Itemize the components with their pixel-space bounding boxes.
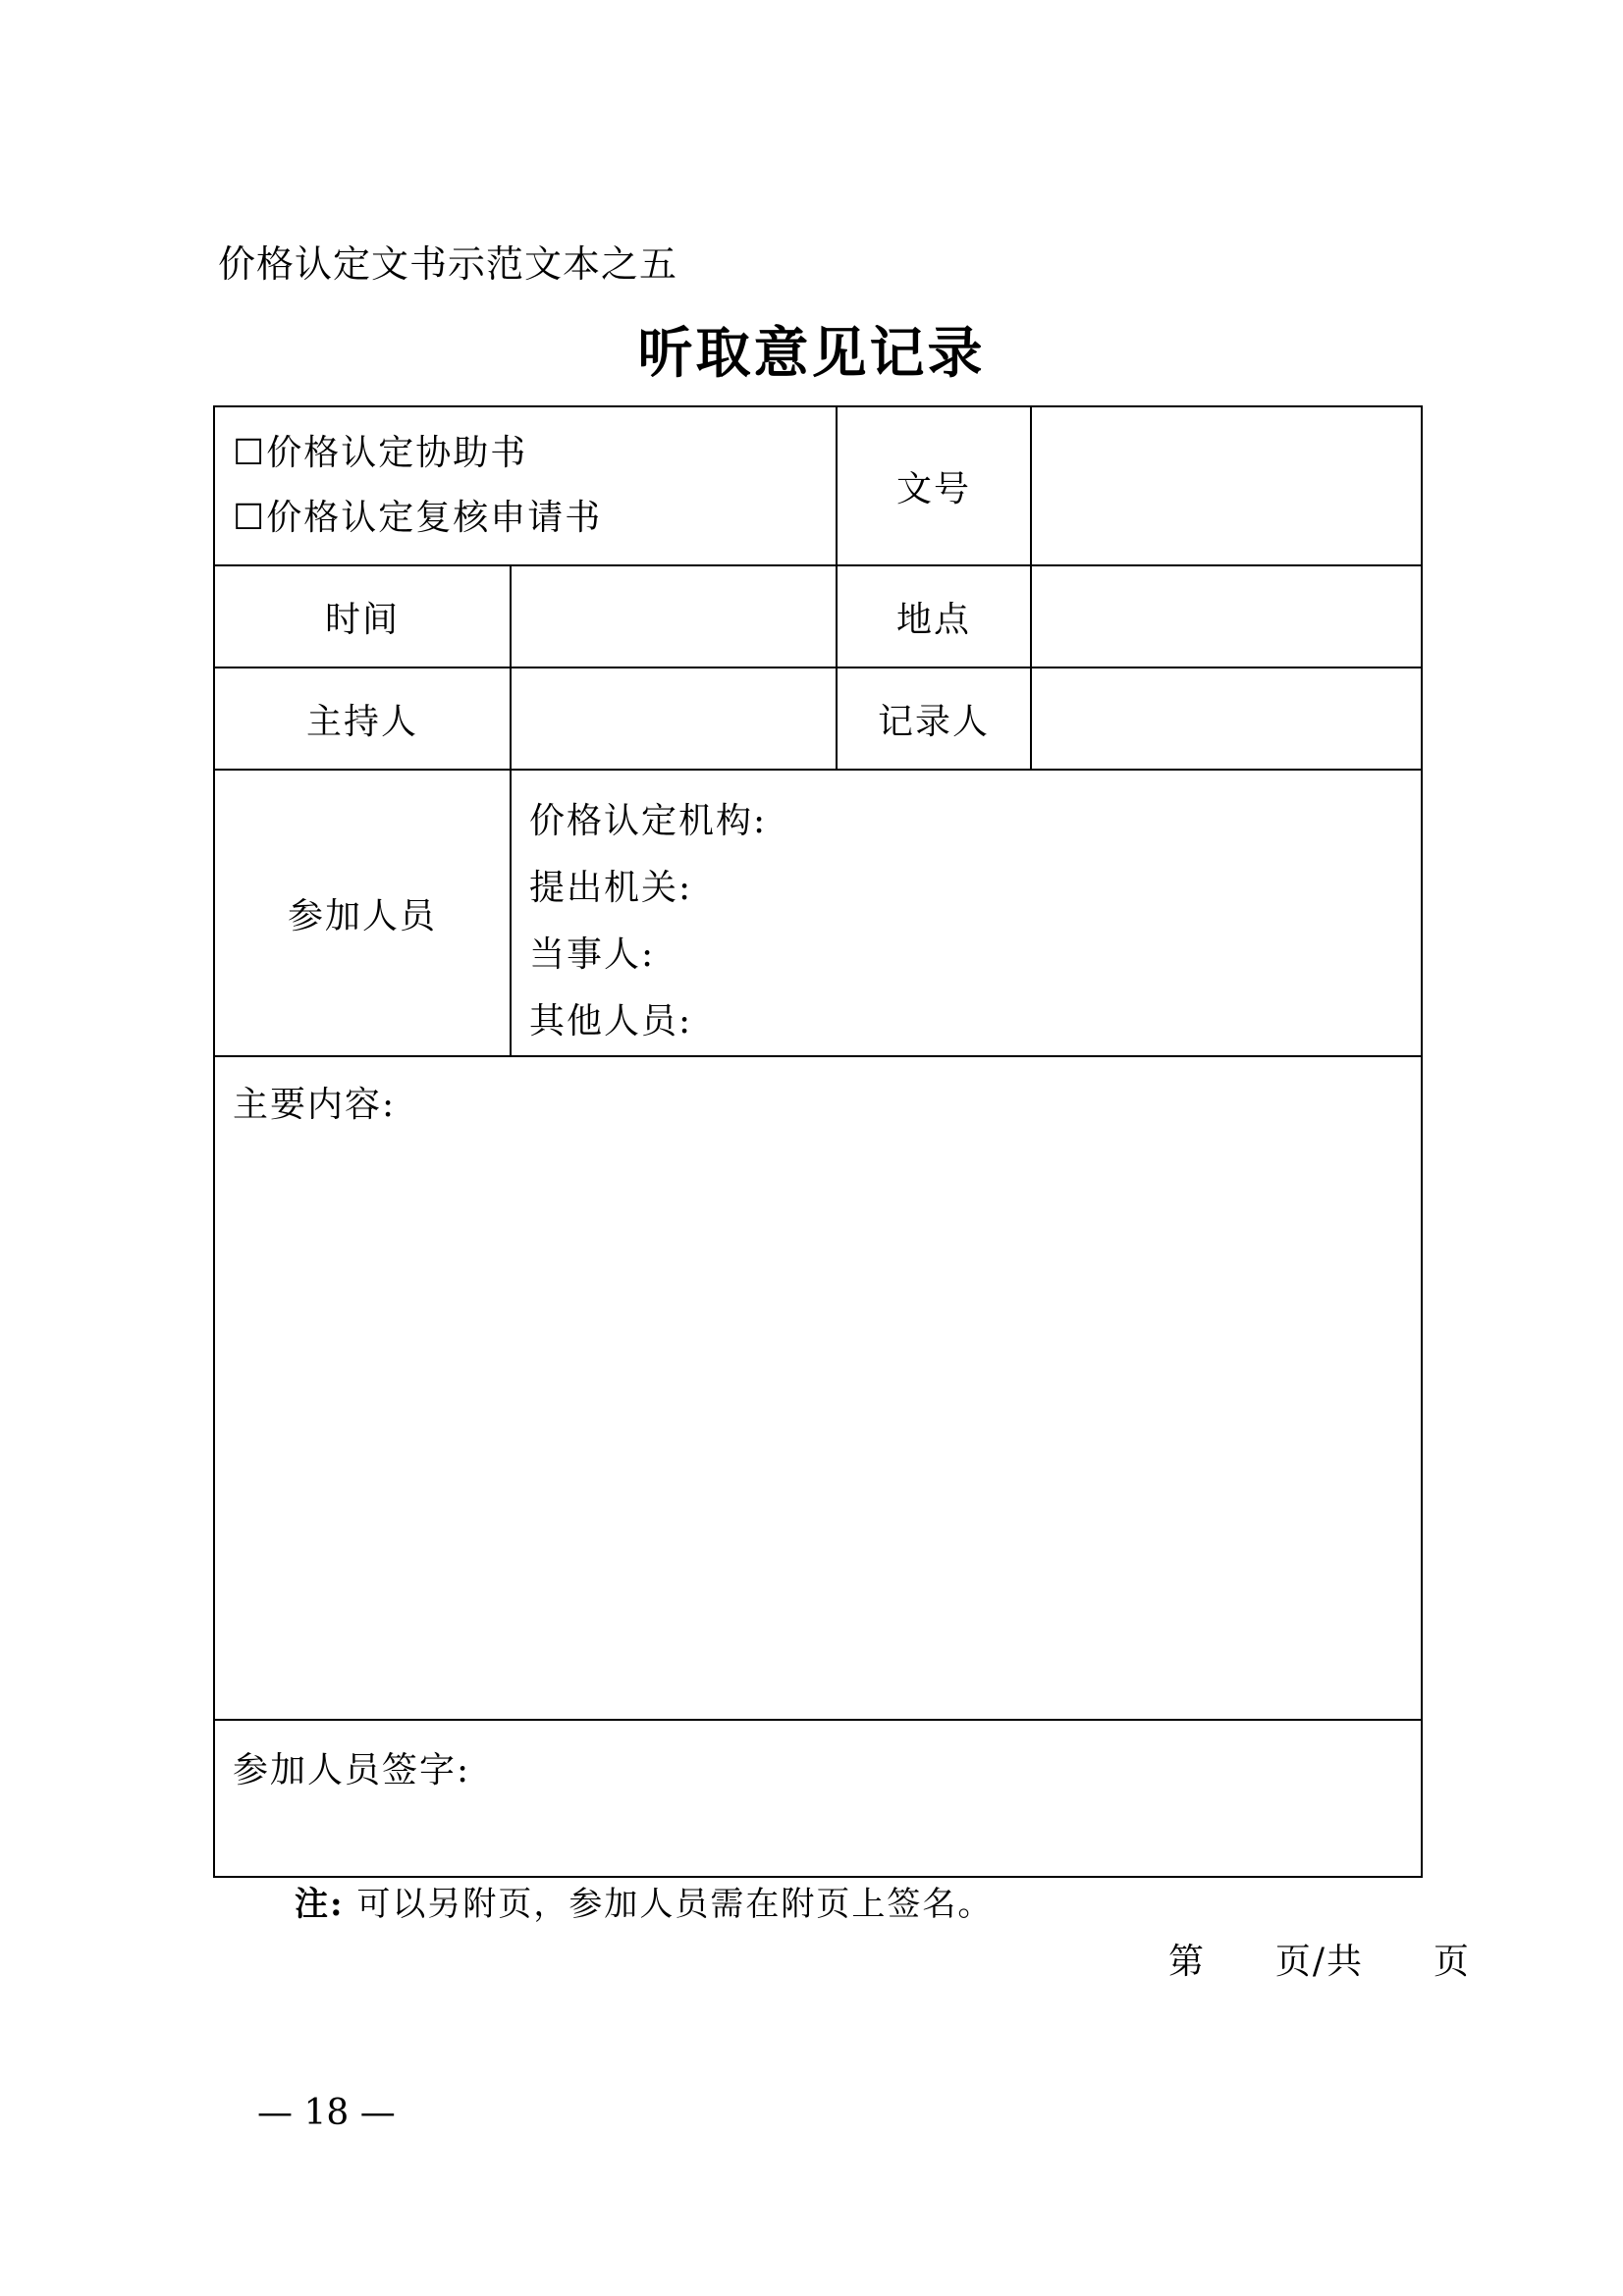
place-label: 地点 — [837, 565, 1031, 667]
doc-number-label: 文号 — [837, 406, 1031, 565]
footnote-label: 注: — [295, 1885, 345, 1924]
time-label: 时间 — [214, 565, 511, 667]
footnote — [295, 1877, 993, 1925]
document-label: 价格认定文书示范文本之五 — [218, 242, 678, 286]
content-cell[interactable] — [214, 1056, 1422, 1720]
time-field[interactable] — [511, 565, 837, 667]
page-count-middle: 页/共 — [1274, 1942, 1365, 1982]
signature-label: 参加人员签字: — [233, 1750, 471, 1790]
page-count — [1168, 1934, 1471, 1984]
doc-number-field[interactable] — [1031, 406, 1422, 565]
participant-party: 当事人: — [529, 934, 656, 975]
participants-cell[interactable] — [511, 770, 1422, 1056]
participants-label: 参加人员 — [214, 770, 511, 1056]
footnote-text: 可以另附页，参加人员需在附页上签名。 — [356, 1885, 994, 1924]
page-count-prefix: 第 — [1168, 1942, 1207, 1982]
host-label: 主持人 — [214, 667, 511, 770]
page-count-suffix: 页 — [1433, 1942, 1471, 1982]
form-row-signature — [214, 1720, 1422, 1877]
doc-type-cell — [214, 406, 837, 565]
recorder-label: 记录人 — [837, 667, 1031, 770]
participant-others: 其他人员: — [529, 1001, 693, 1041]
form-row-content — [214, 1056, 1422, 1720]
page-number: — 18 — — [257, 2093, 396, 2133]
signature-cell[interactable] — [214, 1720, 1422, 1877]
content-label: 主要内容: — [233, 1085, 397, 1125]
form-row-time-place — [214, 565, 1422, 667]
doc-type-option-assist[interactable]: ☐价格认定协助书 — [233, 433, 528, 473]
participant-price-agency: 价格认定机构: — [529, 801, 768, 841]
hearing-record-form — [213, 405, 1423, 1878]
form-row-participants — [214, 770, 1422, 1056]
place-field[interactable] — [1031, 565, 1422, 667]
host-field[interactable] — [511, 667, 837, 770]
form-row-doc-type — [214, 406, 1422, 565]
participant-proposing-authority: 提出机关: — [529, 868, 693, 908]
doc-type-option-review[interactable]: ☐价格认定复核申请书 — [233, 498, 603, 538]
recorder-field[interactable] — [1031, 667, 1422, 770]
document-title: 听取意见记录 — [637, 321, 986, 386]
form-row-host-recorder — [214, 667, 1422, 770]
